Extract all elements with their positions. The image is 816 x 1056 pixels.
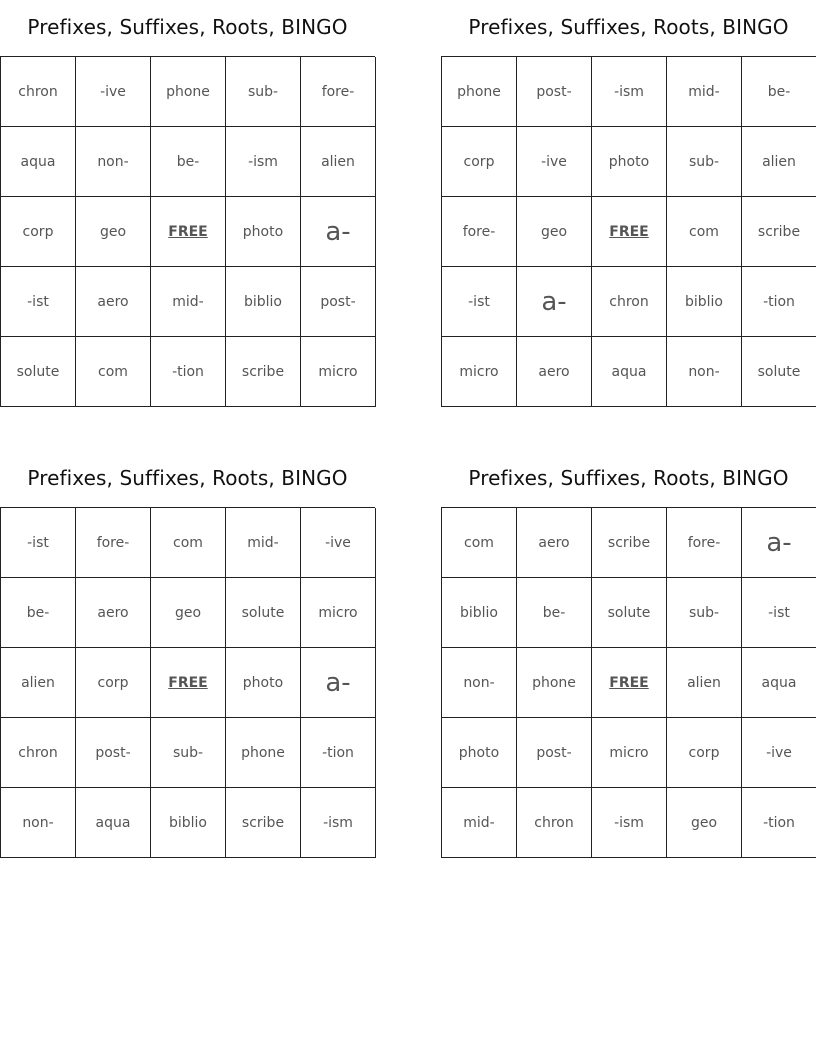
bingo-cell: aqua xyxy=(76,788,151,858)
bingo-cell: -ive xyxy=(301,508,376,578)
bingo-cell: photo xyxy=(226,648,301,718)
free-space: FREE xyxy=(151,648,226,718)
bingo-cell: scribe xyxy=(592,508,667,578)
bingo-cell: phone xyxy=(226,718,301,788)
bingo-cell: non- xyxy=(442,648,517,718)
bingo-cell: -ist xyxy=(1,267,76,337)
bingo-cell: com xyxy=(442,508,517,578)
bingo-grid xyxy=(0,507,375,858)
bingo-cell: non- xyxy=(1,788,76,858)
bingo-cell: -ive xyxy=(517,127,592,197)
bingo-cell: mid- xyxy=(442,788,517,858)
bingo-cell: micro xyxy=(442,337,517,407)
bingo-cell: -ism xyxy=(301,788,376,858)
bingo-cell: phone xyxy=(151,57,226,127)
bingo-cell: biblio xyxy=(226,267,301,337)
bingo-cell: -ive xyxy=(742,718,816,788)
bingo-cell: -ist xyxy=(742,578,816,648)
bingo-cell: solute xyxy=(226,578,301,648)
bingo-cell: corp xyxy=(1,197,76,267)
bingo-cell: alien xyxy=(667,648,742,718)
bingo-cell: phone xyxy=(517,648,592,718)
bingo-cell: com xyxy=(667,197,742,267)
bingo-cell: corp xyxy=(667,718,742,788)
bingo-cell: be- xyxy=(1,578,76,648)
bingo-cell: be- xyxy=(151,127,226,197)
bingo-cell: -ism xyxy=(592,788,667,858)
bingo-cell: geo xyxy=(76,197,151,267)
bingo-cell: sub- xyxy=(667,127,742,197)
bingo-cell: alien xyxy=(301,127,376,197)
bingo-cell: chron xyxy=(1,718,76,788)
bingo-cell: mid- xyxy=(667,57,742,127)
bingo-cell: solute xyxy=(592,578,667,648)
bingo-cell: aero xyxy=(76,267,151,337)
bingo-cell: chron xyxy=(517,788,592,858)
bingo-cell: scribe xyxy=(226,337,301,407)
bingo-cell: -ism xyxy=(592,57,667,127)
bingo-card-1 xyxy=(0,0,375,407)
bingo-cell: a- xyxy=(301,197,376,267)
bingo-card-2 xyxy=(441,0,816,407)
bingo-cell: aero xyxy=(517,337,592,407)
bingo-cell: chron xyxy=(1,57,76,127)
bingo-cell: post- xyxy=(301,267,376,337)
bingo-cell: com xyxy=(151,508,226,578)
bingo-cell: biblio xyxy=(442,578,517,648)
bingo-cell: fore- xyxy=(442,197,517,267)
bingo-cell: micro xyxy=(301,337,376,407)
bingo-cell: scribe xyxy=(742,197,816,267)
bingo-cell: phone xyxy=(442,57,517,127)
bingo-cell: aero xyxy=(76,578,151,648)
free-space: FREE xyxy=(151,197,226,267)
bingo-cell: -tion xyxy=(742,267,816,337)
bingo-cell: alien xyxy=(1,648,76,718)
bingo-grid xyxy=(441,507,816,858)
bingo-cell: scribe xyxy=(226,788,301,858)
bingo-cell: -ism xyxy=(226,127,301,197)
bingo-cell: -ive xyxy=(76,57,151,127)
bingo-cell: alien xyxy=(742,127,816,197)
bingo-cell: biblio xyxy=(667,267,742,337)
card-title: Prefixes, Suffixes, Roots, BINGO xyxy=(27,15,348,39)
bingo-cell: geo xyxy=(667,788,742,858)
bingo-cell: photo xyxy=(442,718,517,788)
bingo-cell: photo xyxy=(226,197,301,267)
bingo-cell: photo xyxy=(592,127,667,197)
bingo-cell: -tion xyxy=(151,337,226,407)
free-space: FREE xyxy=(592,197,667,267)
card-title: Prefixes, Suffixes, Roots, BINGO xyxy=(27,466,348,490)
bingo-cell: fore- xyxy=(76,508,151,578)
bingo-cell: non- xyxy=(667,337,742,407)
bingo-cell: -tion xyxy=(742,788,816,858)
bingo-cell: micro xyxy=(301,578,376,648)
bingo-grid xyxy=(0,56,375,407)
bingo-cell: a- xyxy=(742,508,816,578)
bingo-cell: solute xyxy=(1,337,76,407)
free-space: FREE xyxy=(592,648,667,718)
bingo-cell: sub- xyxy=(151,718,226,788)
bingo-cell: solute xyxy=(742,337,816,407)
card-title: Prefixes, Suffixes, Roots, BINGO xyxy=(468,466,789,490)
bingo-cell: mid- xyxy=(226,508,301,578)
bingo-cell: post- xyxy=(517,718,592,788)
bingo-cell: be- xyxy=(742,57,816,127)
bingo-card-4 xyxy=(441,451,816,858)
bingo-cell: geo xyxy=(517,197,592,267)
bingo-cell: chron xyxy=(592,267,667,337)
bingo-cell: sub- xyxy=(667,578,742,648)
bingo-cell: aqua xyxy=(592,337,667,407)
bingo-cell: aero xyxy=(517,508,592,578)
card-title: Prefixes, Suffixes, Roots, BINGO xyxy=(468,15,789,39)
bingo-cell: aqua xyxy=(1,127,76,197)
bingo-cell: a- xyxy=(517,267,592,337)
bingo-cell: com xyxy=(76,337,151,407)
bingo-grid xyxy=(441,56,816,407)
bingo-cell: a- xyxy=(301,648,376,718)
bingo-cell: -ist xyxy=(442,267,517,337)
bingo-cell: sub- xyxy=(226,57,301,127)
bingo-cell: biblio xyxy=(151,788,226,858)
bingo-cell: aqua xyxy=(742,648,816,718)
bingo-cell: fore- xyxy=(301,57,376,127)
bingo-cell: micro xyxy=(592,718,667,788)
bingo-cell: non- xyxy=(76,127,151,197)
bingo-cell: be- xyxy=(517,578,592,648)
bingo-cell: fore- xyxy=(667,508,742,578)
bingo-cell: -tion xyxy=(301,718,376,788)
bingo-cell: post- xyxy=(517,57,592,127)
bingo-cell: post- xyxy=(76,718,151,788)
bingo-cell: corp xyxy=(442,127,517,197)
bingo-card-3 xyxy=(0,451,375,858)
bingo-cell: mid- xyxy=(151,267,226,337)
bingo-cell: -ist xyxy=(1,508,76,578)
bingo-cell: corp xyxy=(76,648,151,718)
bingo-cell: geo xyxy=(151,578,226,648)
